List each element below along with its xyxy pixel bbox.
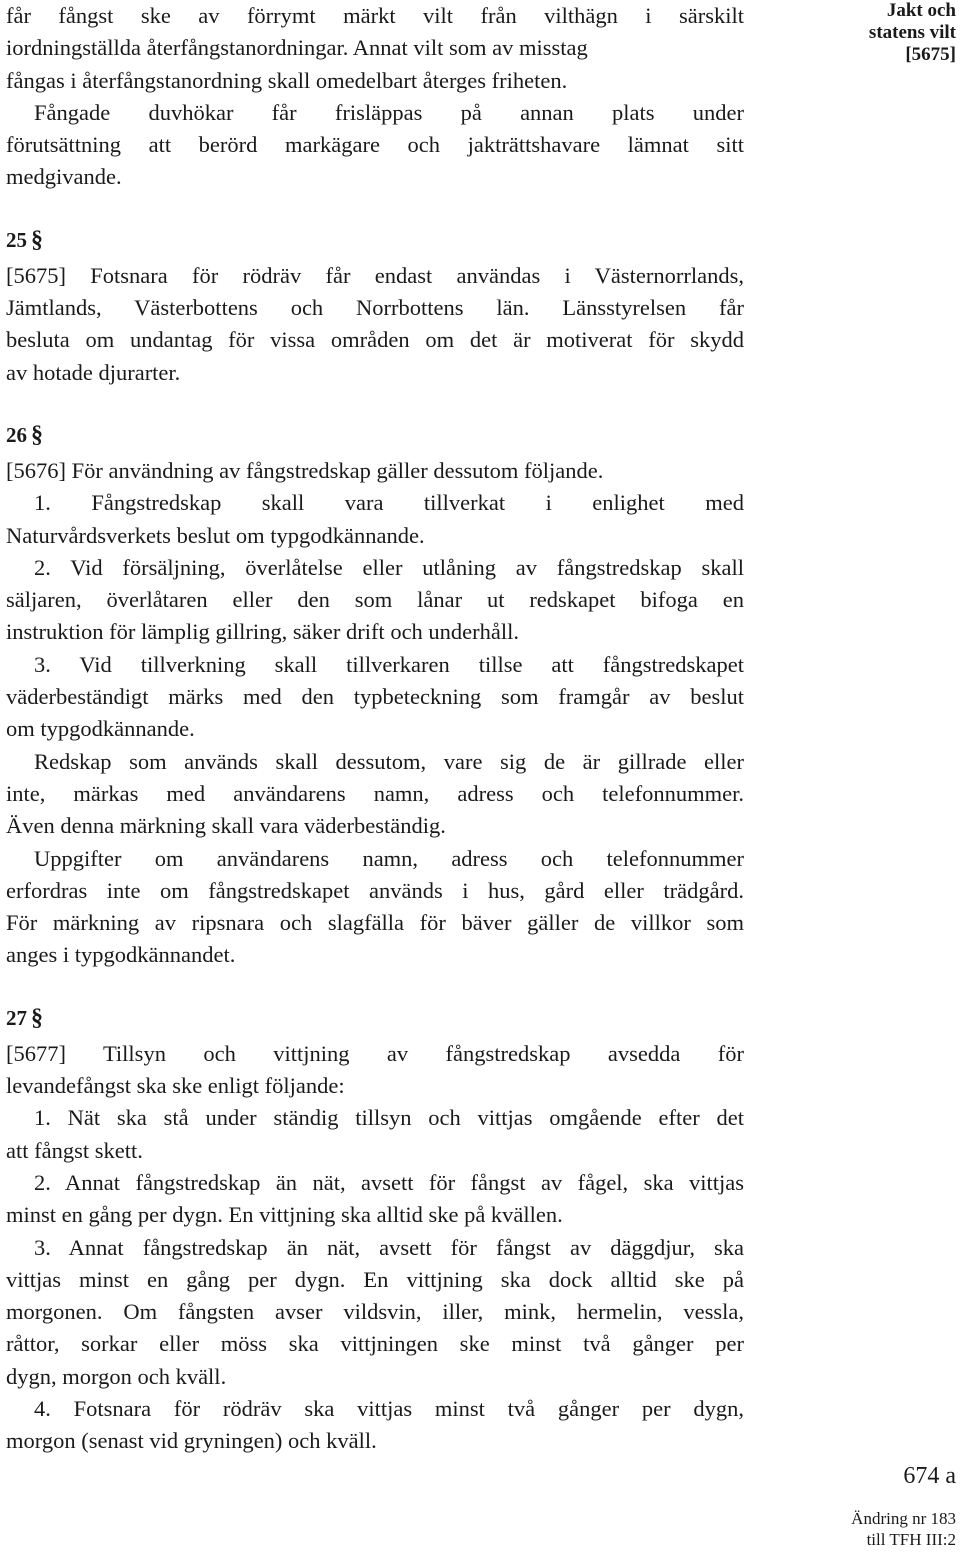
text-line: Även denna märkning skall vara väderbeständig. [6,813,446,839]
text-line: anges i typgodkännandet. [6,942,236,968]
section-number: 26 § [6,421,43,448]
intro-paragraph [6,0,744,194]
text-line: 2. Vid försäljning, överlåtelse eller utlåning av fångstredskap skall [34,554,744,580]
text-line: att fångst skett. [6,1137,143,1163]
text-line: Naturvårdsverkets beslut om typgodkännande. [6,522,425,548]
change-note [851,1508,956,1550]
text-line: 1. Nät ska stå under ständig tillsyn och vittjas omgående efter det [34,1105,744,1131]
text-line: medgivande. [6,164,122,190]
text-line: För märkning av ripsnara och slagfälla för bäver gäller de villkor som [6,910,744,936]
text-line: 1. Fångstredskap skall vara tillverkat i enlighet med [34,490,744,516]
section-25 [6,226,744,389]
text-line: vittjas minst en gång per dygn. En vittjning ska dock alltid ske på [6,1266,744,1292]
section-26 [6,421,744,972]
text-line: säljaren, överlåtaren eller den som lånar ut redskapet bifoga en [6,587,744,613]
text-line: får fångst ske av förrymt märkt vilt från vilthägn i särskilt [6,3,744,28]
text-line: erfordras inte om fångstredskapet används i hus, gård eller trädgård. [6,877,744,903]
text-line: 3. Annat fångstredskap än nät, avsett för fångst av däggdjur, ska [34,1234,744,1260]
page-number: 674 a [903,1463,956,1489]
text-line: instruktion för lämplig gillring, säker drift och underhåll. [6,619,520,645]
text-line: Uppgifter om användarens namn, adress och telefonnummer [34,845,744,871]
text-line: råttor, sorkar eller möss ska vittjningen ske minst två gånger per [6,1331,744,1357]
margin-heading [869,0,956,66]
margin-heading-line: statens vilt [868,22,956,43]
text-line: fångas i återfångstanordning skall omedelbart återges friheten. [6,67,568,93]
text-line: Jämtlands, Västerbottens och Norrbottens län. Länsstyrelsen får [6,295,744,321]
text-line: iordningställda återfångstanordningar. Annat vilt som av misstag [6,35,588,61]
section-number: 27 § [6,1004,43,1031]
text-line: om typgodkännande. [6,716,195,742]
text-line: [5677] Tillsyn och vittjning av fångstredskap avsedda för [6,1040,744,1066]
text-line: Redskap som används skall dessutom, vare sig de är gillrade eller [34,748,744,774]
text-line: [5675] Fotsnara för rödräv får endast användas i Västernorrlands, [6,262,744,288]
text-line: besluta om undantag för vissa områden om det är motiverat för skydd [6,327,744,353]
text-line: levandefångst ska ske enligt följande: [6,1073,345,1099]
text-line: morgonen. Om fångsten avser vildsvin, iller, mink, hermelin, vessla, [6,1299,744,1325]
text-line: morgon (senast vid gryningen) och kväll. [6,1428,377,1454]
margin-heading-line: [5675] [905,44,956,65]
section-symbol: § [31,421,43,448]
text-line: 3. Vid tillverkning skall tillverkaren tillse att fångstredskapet [34,651,744,677]
text-line: inte, märkas med användarens namn, adress och telefonnummer. [6,780,744,806]
change-note-line: Ändring nr 183 [851,1509,956,1528]
section-27 [6,1004,744,1458]
text-line: väderbeständigt märks med den typbeteckning som framgår av beslut [6,684,744,710]
text-line: minst en gång per dygn. En vittjning ska alltid ske på kvällen. [6,1202,563,1228]
text-line: 4. Fotsnara för rödräv ska vittjas minst två gånger per dygn, [34,1395,744,1421]
text-line: Fångade duvhökar får frisläppas på annan plats under [34,99,744,125]
text-line: 2. Annat fångstredskap än nät, avsett för fångst av fågel, ska vittjas [34,1169,744,1195]
text-line: [5676] För användning av fångstredskap gäller dessutom följande. [6,457,604,483]
text-line: dygn, morgon och kväll. [6,1363,227,1389]
section-symbol: § [31,1004,43,1031]
section-symbol: § [31,226,43,253]
margin-heading-line: Jakt och [886,0,956,21]
section-number: 25 § [6,226,43,253]
text-line: av hotade djurarter. [6,359,181,385]
text-line: förutsättning att berörd markägare och jakträttshavare lämnat sitt [6,132,744,158]
document-body [6,0,744,1458]
change-note-line: till TFH III:2 [866,1530,956,1549]
